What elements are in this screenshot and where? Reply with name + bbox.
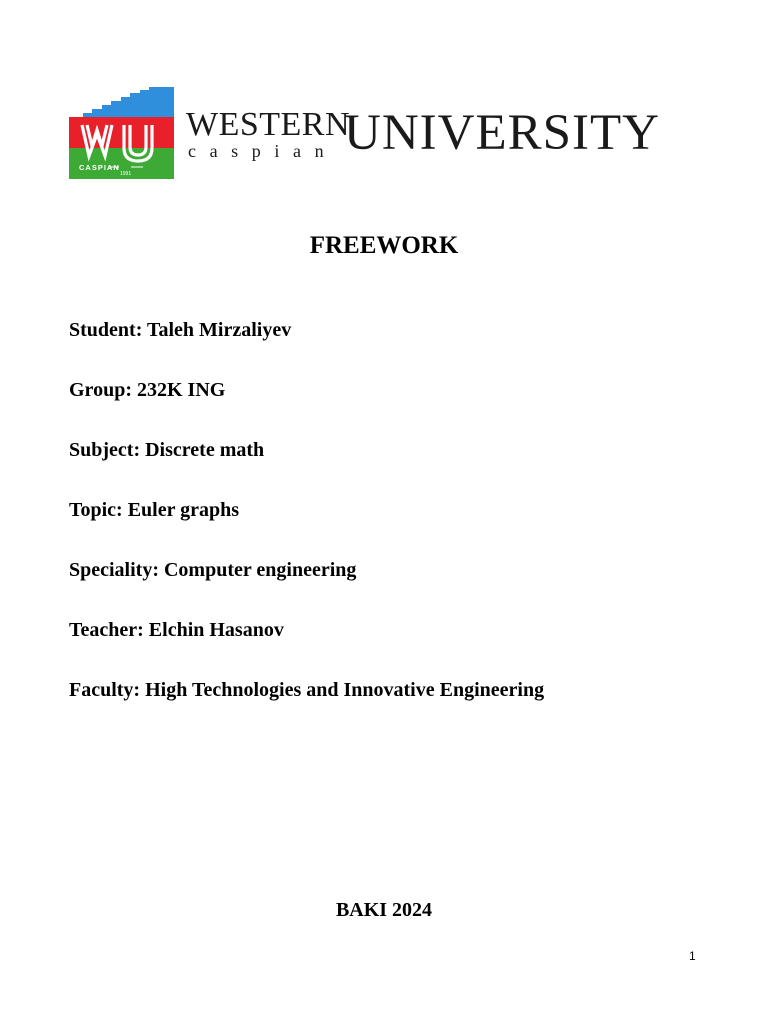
logo-university-text: UNIVERSITY (344, 105, 660, 161)
logo-western-text: WESTERN (186, 106, 351, 143)
field-teacher: Teacher: Elchin Hasanov (69, 619, 284, 641)
document-title: FREEWORK (309, 232, 459, 259)
emblem-caption: CASPIAN (79, 163, 120, 172)
field-faculty: Faculty: High Technologies and Innovative Engineering (69, 679, 545, 701)
logo-caspian-text: caspian (188, 141, 338, 161)
field-student: Student: Taleh Mirzaliyev (69, 319, 292, 341)
page-number: 1 (689, 949, 696, 963)
document-footer: BAKI 2024 (335, 899, 433, 921)
field-topic: Topic: Euler graphs (69, 499, 240, 521)
university-logo (69, 86, 659, 180)
field-speciality: Speciality: Computer engineering (69, 559, 357, 581)
university-emblem (69, 86, 174, 179)
field-subject: Subject: Discrete math (69, 439, 265, 461)
field-group: Group: 232K ING (69, 379, 226, 401)
emblem-year: 1991 (120, 171, 132, 177)
